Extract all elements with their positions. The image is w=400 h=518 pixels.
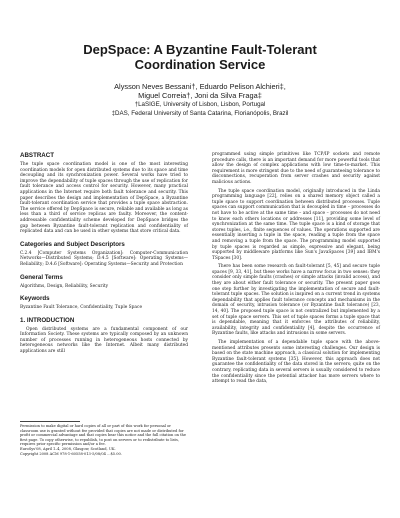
footnote-rule — [20, 421, 80, 422]
title-line-2: Coordination Service — [134, 57, 266, 72]
abstract-heading: ABSTRACT — [20, 152, 55, 159]
permission-footnote — [20, 424, 188, 456]
right-paragraph-2: The tuple space coordination model, originally introduced in the Linda programming language [22], relies on a shared memory object called a tuple space to support coordination between distributed processes. Tuple spaces can support communication that is decoupled in time – processes do not have to be active at the same time – and space – processes do not need to know each others locations or addresses [11], providing some level of synchronization at the same time. The tuple space is a kind of storage that stores tuples, i.e., finite sequences of values. The operations supported are essentially inserting a tuple in the space, reading a tuple from the space and removing a tuple from the space. The programming model supported by tuple spaces is regarded as simple, expressive and elegant, being supported by middleware platforms like Sun's JavaSpaces [39] and IBM's TSpaces [30]. — [212, 188, 380, 261]
author-block — [0, 82, 400, 118]
footnote-permission: Permission to make digital or hard copies of all or part of this work for personal or classroom use is granted without fee provided that copies are not made or distributed for profit or commercial advantage and that copies bear this notice and the full citation on the first page. To copy otherwise, to republish, to post on servers or to redistribute to lists, requires prior specific permission and/or a fee. — [20, 424, 186, 447]
introduction-heading: 1. INTRODUCTION — [20, 316, 75, 324]
categories-text: C.2.4 [Computer Systems Organization]: Computer-Communication Networks—Distributed Systems; D.4.5 [Software]: Operating Systems—Reliability; D.4.6 [Software]: Operating Systems—Security and Protection — [20, 250, 188, 267]
title-line-1: DepSpace: A Byzantine Fault-Tolerant — [83, 42, 317, 57]
general-terms-heading: General Terms — [20, 273, 63, 281]
affiliation-2: ‡DAS, Federal University of Santa Catarina, Florianópolis, Brazil — [111, 110, 289, 117]
footnote-copyright: Copyright 2008 ACM 978-1-60558-013-5/08/04 ...$5.00. — [20, 451, 122, 456]
authors-line-2: Miguel Correia†, Joni da Silva Fraga‡ — [138, 91, 262, 100]
keywords-heading: Keywords — [20, 295, 50, 303]
right-paragraph-3: There has been some research on fault-tolerant [5, 45] and secure tuple spaces [9, 33, 41], but these works have a narrow focus in two senses: they consider only simple faults (crashes) or simple attacks (invalid access), and they are about either fault tolerance or security. The present paper goes one step further by investigating the implementation of secure and fault-tolerant tuple spaces. The solution is inspired on a current trend in systems dependability that applies fault tolerance concepts and mechanisms in the domain of security, intrusion tolerance (or Byzantine fault tolerance) [23, 14, 40]. The proposed tuple space is not centralized but implemented by a set of tuple space servers. This set of tuple spaces forms a tuple space that is dependable, meaning that it enforces the attributes of reliability, availability, integrity and confidentiality [4], despite the occurrence of Byzantine faults, like attacks and intrusions in some servers. — [212, 264, 380, 337]
right-paragraph-4: The implementation of a dependable tuple space with the above-mentioned attributes presents some interesting challenges. Our design is based on the state machine approach, a classical solution for implementing Byzantine fault-tolerant systems [35]. However, this approach does not guarantee the confidentiality of the data stored in the servers; quite on the contrary, replicating data in several servers is usually considered to reduce the confidentiality since the potential attacker has more servers where to attempt to read the data, — [212, 340, 380, 385]
right-column — [212, 152, 380, 388]
abstract-text: The tuple space coordination model is one of the most interesting coordination models for open distributed systems due to its space and time decoupling and its synchronization power. Several works have tried to improve the dependability of tuple spaces through the use of replication for fault tolerance and access control for security. However, many practical applications in the Internet require both fault tolerance and security. This paper describes the design and implementation of DepSpace, a Byzantine fault-tolerant coordination service that provides a tuple space abstraction. The service offered by DepSpace is secure, reliable and available as long as less than a third of service replicas are faulty. Moreover, the content-addressable confidentiality scheme developed for DepSpace bridges the gap between Byzantine fault-tolerant replication and confidentiality of replicated data and can be used in other systems that store critical data. — [20, 162, 188, 235]
footnote-venue: EuroSys'08, April 1–4, 2008, Glasgow, Scotland, UK. — [20, 446, 116, 451]
authors-line-1: Alysson Neves Bessani†, Eduardo Pelison Alchieri‡, — [114, 82, 286, 91]
right-paragraph-1: programmed using simple primitives like TCP/IP sockets and remote procedure calls, there is an important demand for more powerful tools that allow the design of complex applications with low time-to-market. This requirement is more stringent due to the need of guaranteeing tolerance to disconnections, recuperation from server crashes and security against malicious actions. — [212, 152, 380, 185]
keywords-text: Byzantine Fault Tolerance, Confidentiality, Tuple Space — [20, 305, 143, 311]
general-terms-text: Algorithms, Design, Reliability, Security — [20, 283, 109, 289]
categories-heading: Categories and Subject Descriptors — [20, 240, 125, 248]
affiliation-1: †LaSIGE, University of Lisbon, Lisbon, Portugal — [134, 101, 266, 108]
left-column — [20, 152, 188, 358]
paper-title — [0, 42, 400, 72]
introduction-text: Open distributed systems are a fundamental component of our Information Society. These systems are typically composed by an unknown number of processes running in heterogeneous hosts connected by heterogeneous networks like the Internet. Albeit many distributed applications are still — [20, 326, 188, 355]
